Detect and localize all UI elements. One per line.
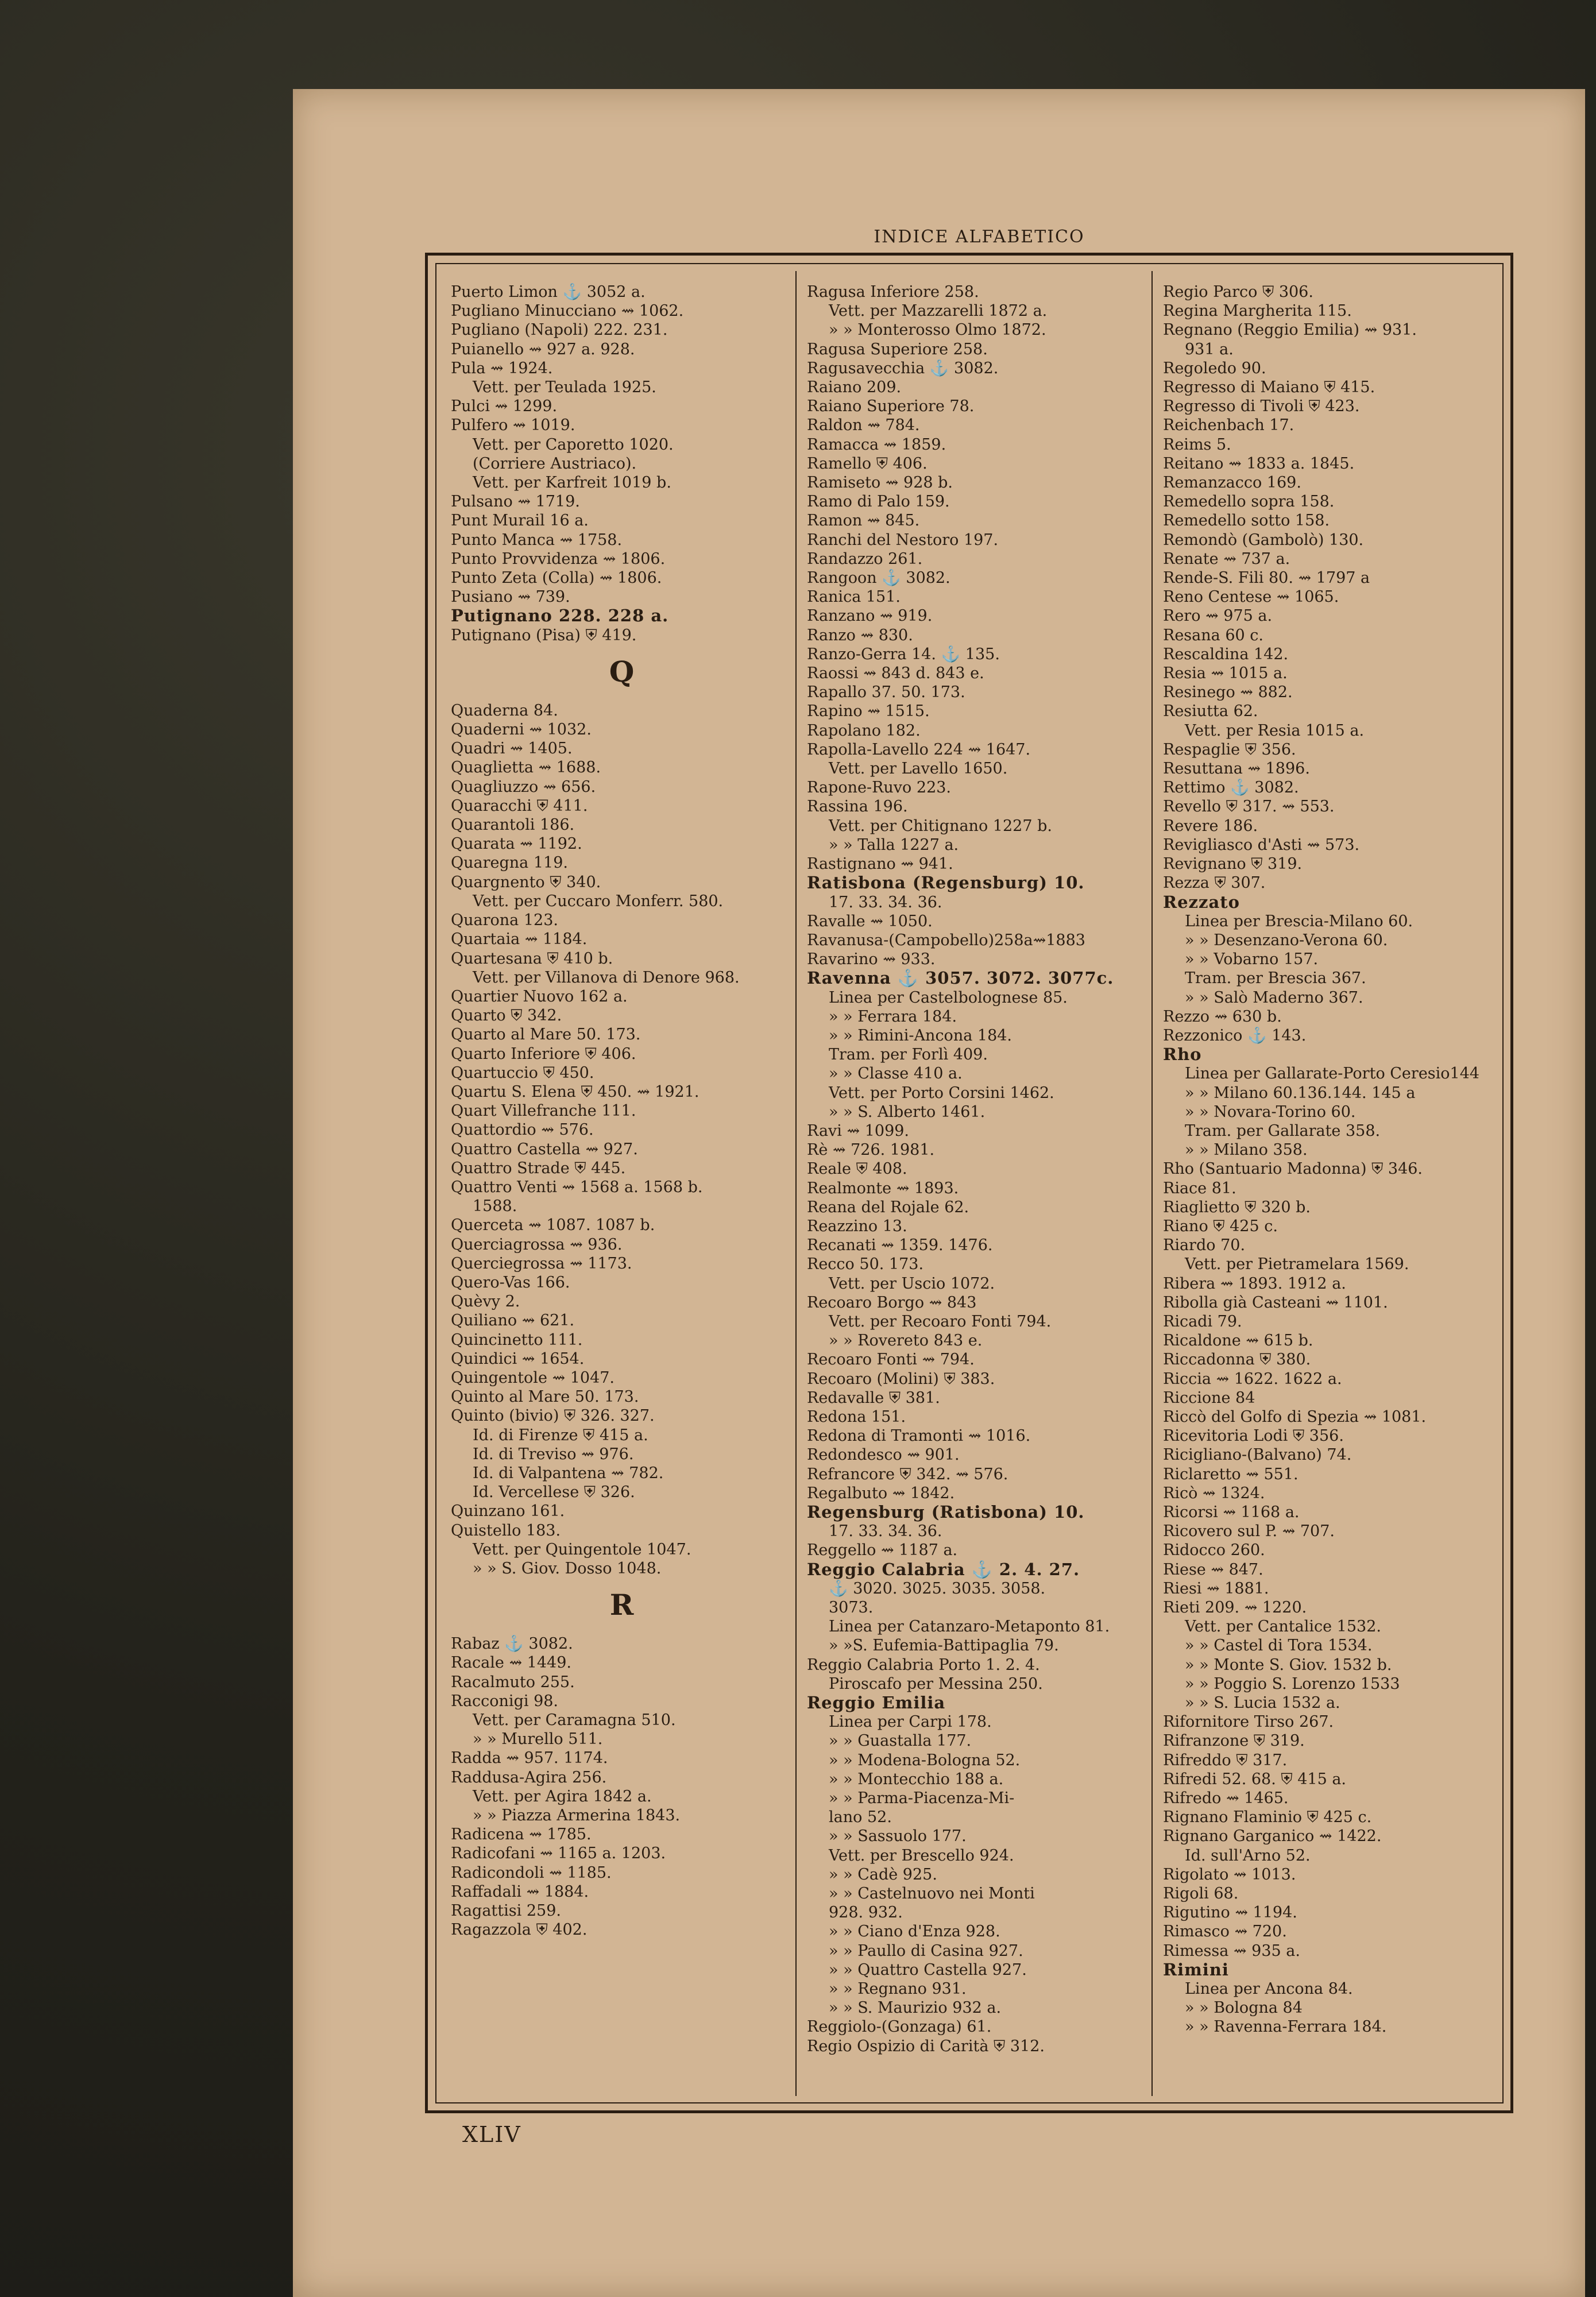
index-entry: Ranchi del Nestoro 197. <box>807 531 999 549</box>
index-entry: Rapolano 182. <box>807 721 921 740</box>
index-entry: Vett. per Caramagna 510. <box>473 1711 676 1730</box>
index-entry: Ricò ⇝ 1324. <box>1163 1484 1265 1502</box>
index-entry: Regio Ospizio di Carità ⛨ 312. <box>807 2037 1045 2055</box>
index-entry: 1588. <box>473 1197 517 1216</box>
index-entry: Quaderni ⇝ 1032. <box>451 721 592 739</box>
index-entry: Vett. per Agira 1842 a. <box>473 1787 652 1805</box>
index-entry: Reggio Emilia <box>807 1693 946 1713</box>
index-entry: » » Poggio S. Lorenzo 1533 <box>1185 1675 1400 1693</box>
index-entry: 931 a. <box>1185 340 1234 358</box>
index-entry: Radicena ⇝ 1785. <box>451 1826 592 1844</box>
index-entry: Tram. per Gallarate 358. <box>1185 1122 1381 1140</box>
index-entry: Rimasco ⇝ 720. <box>1163 1923 1287 1941</box>
index-entry: Ratisbona (Regensburg) 10. <box>807 873 1085 893</box>
index-entry: Rapino ⇝ 1515. <box>807 702 930 721</box>
index-entry: Riccione 84 <box>1163 1389 1255 1407</box>
index-entry: Ragusavecchia ⚓ 3082. <box>807 359 999 377</box>
index-entry: Quartuccio ⛨ 450. <box>451 1064 594 1082</box>
index-entry: Linea per Gallarate-Porto Ceresio144 <box>1185 1065 1480 1083</box>
index-entry: Id. di Valpantena ⇝ 782. <box>473 1464 664 1482</box>
column-1-q-entries <box>451 701 793 1578</box>
index-entry: Rifranzone ⛨ 319. <box>1163 1732 1305 1750</box>
column-separator <box>1151 271 1153 2096</box>
index-entry: Quarona 123. <box>451 911 558 930</box>
index-entry: Rero ⇝ 975 a. <box>1163 607 1273 625</box>
index-entry: Quaracchi ⛨ 411. <box>451 796 588 815</box>
column-1-p-entries <box>451 283 793 645</box>
index-entry: Ravi ⇝ 1099. <box>807 1122 910 1140</box>
page-number: XLIV <box>462 2122 521 2147</box>
index-entry: Ribolla già Casteani ⇝ 1101. <box>1163 1293 1388 1312</box>
index-entry: Quadri ⇝ 1405. <box>451 740 573 758</box>
index-entry: Riesi ⇝ 1881. <box>1163 1579 1269 1598</box>
index-entry: » » Bologna 84 <box>1185 1999 1303 2017</box>
index-entry: Vett. per Resia 1015 a. <box>1185 721 1365 740</box>
index-entry: Ranica 151. <box>807 588 901 606</box>
index-entry: Vett. per Karfreit 1019 b. <box>473 474 671 492</box>
index-entry: Regresso di Maiano ⛨ 415. <box>1163 378 1375 397</box>
index-entry: Riaglietto ⛨ 320 b. <box>1163 1198 1311 1216</box>
index-entry: Ravarino ⇝ 933. <box>807 950 936 969</box>
index-entry: Puerto Limon ⚓ 3052 a. <box>451 283 646 301</box>
index-entry: Ranzo ⇝ 830. <box>807 626 913 644</box>
index-entry: Racconigi 98. <box>451 1692 559 1710</box>
index-entry: Quaregna 119. <box>451 854 568 872</box>
index-entry: Linea per Carpi 178. <box>829 1713 992 1731</box>
index-entry: » » Piazza Armerina 1843. <box>473 1807 681 1825</box>
index-entry: Ragattisi 259. <box>451 1902 561 1920</box>
index-entry: Rende-S. Fili 80. ⇝ 1797 a <box>1163 569 1370 587</box>
index-entry: Quincinetto 111. <box>451 1331 583 1349</box>
index-entry: Quart Villefranche 111. <box>451 1102 636 1120</box>
index-entry: Remedello sopra 158. <box>1163 493 1335 511</box>
column-3 <box>1163 283 1508 2097</box>
index-entry: Quarata ⇝ 1192. <box>451 835 582 853</box>
index-entry: Remondò (Gambolò) 130. <box>1163 531 1364 549</box>
index-entry: Quartu S. Elena ⛨ 450. ⇝ 1921. <box>451 1082 700 1101</box>
index-entry: Riccò del Golfo di Spezia ⇝ 1081. <box>1163 1407 1427 1426</box>
index-entry: » » Quattro Castella 927. <box>829 1960 1027 1979</box>
index-entry: Quinto (bivio) ⛨ 326. 327. <box>451 1407 655 1425</box>
index-entry: Remedello sotto 158. <box>1163 512 1330 530</box>
index-entry: Rifredi 52. 68. ⛨ 415 a. <box>1163 1770 1347 1788</box>
index-entry: Putignano 228. 228 a. <box>451 606 669 626</box>
index-entry: Resinego ⇝ 882. <box>1163 683 1293 702</box>
index-entry: Reggello ⇝ 1187 a. <box>807 1541 958 1560</box>
index-entry: Rapone-Ruvo 223. <box>807 779 952 797</box>
index-entry: Quaglietta ⇝ 1688. <box>451 759 601 777</box>
index-entry: Respaglie ⛨ 356. <box>1163 740 1296 759</box>
index-entry: Vett. per Quingentole 1047. <box>473 1540 691 1559</box>
index-entry: Rifreddo ⛨ 317. <box>1163 1751 1288 1769</box>
index-entry: Ragazzola ⛨ 402. <box>451 1921 588 1939</box>
index-entry: Radicondoli ⇝ 1185. <box>451 1863 612 1882</box>
index-entry: Vett. per Recoaro Fonti 794. <box>829 1312 1052 1331</box>
index-entry: Rigolato ⇝ 1013. <box>1163 1865 1296 1884</box>
index-entry: » » Classe 410 a. <box>829 1065 963 1083</box>
index-entry: Pulci ⇝ 1299. <box>451 397 558 416</box>
index-entry: Rescaldina 142. <box>1163 645 1289 663</box>
index-entry: Rezzonico ⚓ 143. <box>1163 1026 1307 1045</box>
index-entry: Reggio Calabria Porto 1. 2. 4. <box>807 1656 1040 1674</box>
index-entry: Linea per Castelbolognese 85. <box>829 988 1068 1007</box>
index-entry: » » Ravenna-Ferrara 184. <box>1185 2018 1387 2036</box>
index-entry: Vett. per Pietramelara 1569. <box>1185 1255 1409 1274</box>
index-entry: Vett. per Porto Corsini 1462. <box>829 1084 1054 1102</box>
index-entry: Revello ⛨ 317. ⇝ 553. <box>1163 798 1335 816</box>
index-entry: » » Montecchio 188 a. <box>829 1770 1004 1788</box>
index-entry: Querceta ⇝ 1087. 1087 b. <box>451 1216 655 1235</box>
index-entry: Riccadonna ⛨ 380. <box>1163 1351 1311 1369</box>
index-entry: Reichenbach 17. <box>1163 416 1294 435</box>
index-entry: Ramiseto ⇝ 928 b. <box>807 474 953 492</box>
index-entry: Rassina 196. <box>807 798 908 816</box>
index-entry: Vett. per Mazzarelli 1872 a. <box>829 302 1048 320</box>
index-entry: Pugliano Minucciano ⇝ 1062. <box>451 302 684 320</box>
index-entry: Vett. per Chitignano 1227 b. <box>829 817 1052 835</box>
column-2 <box>807 283 1149 2097</box>
index-entry: Recanati ⇝ 1359. 1476. <box>807 1236 993 1255</box>
index-entry: Reitano ⇝ 1833 a. 1845. <box>1163 454 1355 473</box>
index-entry: Riano ⛨ 425 c. <box>1163 1217 1278 1235</box>
index-entry: Rettimo ⚓ 3082. <box>1163 779 1299 797</box>
index-entry: Vett. per Brescello 924. <box>829 1846 1014 1865</box>
section-letter-q: Q <box>609 654 635 689</box>
index-entry: Querciagrossa ⇝ 936. <box>451 1235 623 1254</box>
index-entry: Vett. per Teulada 1925. <box>473 378 656 397</box>
index-entry: Putignano (Pisa) ⛨ 419. <box>451 626 637 644</box>
index-entry: 928. 932. <box>829 1904 903 1922</box>
index-entry: » »S. Eufemia-Battipaglia 79. <box>829 1637 1059 1655</box>
index-entry: Recoaro (Molini) ⛨ 383. <box>807 1370 995 1388</box>
index-entry: Quingentole ⇝ 1047. <box>451 1368 615 1387</box>
index-entry: Radicofani ⇝ 1165 a. 1203. <box>451 1844 666 1863</box>
index-entry: (Corriere Austriaco). <box>473 454 637 473</box>
index-entry: Ricovero sul P. ⇝ 707. <box>1163 1522 1335 1541</box>
index-entry: » » Modena-Bologna 52. <box>829 1751 1021 1769</box>
index-entry: Vett. per Cantalice 1532. <box>1185 1618 1381 1636</box>
index-entry: Reazzino 13. <box>807 1217 907 1235</box>
index-entry: Punt Murail 16 a. <box>451 512 589 530</box>
index-entry: Refrancore ⛨ 342. ⇝ 576. <box>807 1465 1008 1483</box>
index-entry: » » Vobarno 157. <box>1185 950 1319 969</box>
index-entry: Riardo 70. <box>1163 1236 1246 1255</box>
index-entry: Resana 60 c. <box>1163 626 1263 644</box>
index-entry: Rho <box>1163 1045 1202 1065</box>
index-entry: Reggio Calabria ⚓ 2. 4. 27. <box>807 1559 1080 1579</box>
index-entry: » » S. Giov. Dosso 1048. <box>473 1560 662 1577</box>
index-entry: » » S. Lucia 1532 a. <box>1185 1694 1340 1712</box>
index-entry: Ricadi 79. <box>1163 1312 1242 1331</box>
index-entry: Quattro Venti ⇝ 1568 a. 1568 b. <box>451 1178 703 1196</box>
index-entry: » » Rovereto 843 e. <box>829 1332 983 1350</box>
index-entry: » » S. Maurizio 932 a. <box>829 1999 1002 2017</box>
index-entry: Regnano (Reggio Emilia) ⇝ 931. <box>1163 321 1417 339</box>
index-entry: » » Rimini-Ancona 184. <box>829 1026 1013 1045</box>
index-entry: Ravenna ⚓ 3057. 3072. 3077c. <box>807 968 1114 988</box>
index-entry: Quero-Vas 166. <box>451 1273 570 1291</box>
index-entry: Pulfero ⇝ 1019. <box>451 416 575 435</box>
index-entry: ⚓ 3020. 3025. 3035. 3058. <box>829 1579 1046 1598</box>
index-entry: Redondesco ⇝ 901. <box>807 1446 960 1464</box>
index-entry: Regina Margherita 115. <box>1163 302 1352 320</box>
index-entry: Rho (Santuario Madonna) ⛨ 346. <box>1163 1160 1423 1178</box>
index-entry: Reale ⛨ 408. <box>807 1160 907 1178</box>
index-entry: Punto Manca ⇝ 1758. <box>451 531 623 549</box>
index-entry: Raossi ⇝ 843 d. 843 e. <box>807 664 984 683</box>
index-entry: Radda ⇝ 957. 1174. <box>451 1749 608 1768</box>
index-entry: Quarto Inferiore ⛨ 406. <box>451 1045 636 1063</box>
index-entry: Ramello ⛨ 406. <box>807 454 928 473</box>
index-entry: Ricigliano-(Balvano) 74. <box>1163 1446 1352 1464</box>
index-entry: Resuttana ⇝ 1896. <box>1163 760 1310 778</box>
column-1-r-entries <box>451 1634 793 1939</box>
index-entry: » » Ferrara 184. <box>829 1007 957 1026</box>
index-entry: Racale ⇝ 1449. <box>451 1654 571 1672</box>
index-entry: Ravanusa-(Campobello)258a⇝1883 <box>807 931 1085 949</box>
index-entry: Resiutta 62. <box>1163 702 1258 721</box>
index-entry: Rieti 209. ⇝ 1220. <box>1163 1599 1307 1617</box>
index-entry: Quèvy 2. <box>451 1293 520 1311</box>
index-entry: » » Guastalla 177. <box>829 1732 972 1750</box>
index-entry: » » S. Alberto 1461. <box>829 1103 986 1121</box>
index-entry: Linea per Catanzaro-Metaponto 81. <box>829 1618 1110 1636</box>
index-entry: Remanzacco 169. <box>1163 474 1301 492</box>
index-entry: Pula ⇝ 1924. <box>451 359 553 377</box>
index-entry: Raiano 209. <box>807 378 902 397</box>
index-entry: Id. sull'Arno 52. <box>1185 1846 1311 1865</box>
index-entry: Punto Provvidenza ⇝ 1806. <box>451 550 666 568</box>
index-entry: Reims 5. <box>1163 435 1231 454</box>
index-entry: Ricorsi ⇝ 1168 a. <box>1163 1503 1300 1521</box>
index-entry: Rè ⇝ 726. 1981. <box>807 1141 935 1159</box>
index-entry: Ranzo-Gerra 14. ⚓ 135. <box>807 645 1000 663</box>
index-entry: » » Monte S. Giov. 1532 b. <box>1185 1656 1392 1674</box>
index-entry: Rifornitore Tirso 267. <box>1163 1713 1334 1731</box>
index-entry: » » Regnano 931. <box>829 1980 967 1998</box>
index-entry: Quarto al Mare 50. 173. <box>451 1026 641 1044</box>
index-entry: Ricevitoria Lodi ⛨ 356. <box>1163 1427 1344 1445</box>
index-entry: Redona 151. <box>807 1407 906 1426</box>
index-entry: Racalmuto 255. <box>451 1673 575 1691</box>
index-entry: Realmonte ⇝ 1893. <box>807 1179 959 1197</box>
index-entry: Id. di Firenze ⛨ 415 a. <box>473 1426 648 1444</box>
index-entry: Quistello 183. <box>451 1521 561 1540</box>
index-entry: » » Ciano d'Enza 928. <box>829 1923 1000 1941</box>
index-entry: Quartier Nuovo 162 a. <box>451 987 628 1006</box>
index-entry: Quargnento ⛨ 340. <box>451 873 601 891</box>
index-entry: Ranzano ⇝ 919. <box>807 607 933 625</box>
index-entry: Vett. per Lavello 1650. <box>829 760 1008 778</box>
index-entry: Rimessa ⇝ 935 a. <box>1163 1942 1300 1960</box>
index-entry: Linea per Brescia-Milano 60. <box>1185 912 1413 930</box>
index-entry: Ridocco 260. <box>1163 1541 1265 1560</box>
index-entry: Rignano Flaminio ⛨ 425 c. <box>1163 1808 1372 1827</box>
index-entry: » » Sassuolo 177. <box>829 1827 967 1846</box>
index-entry: Ribera ⇝ 1893. 1912 a. <box>1163 1274 1346 1293</box>
index-entry: Rezzato <box>1163 892 1241 912</box>
index-entry: Quattro Castella ⇝ 927. <box>451 1140 638 1158</box>
index-entry: » » Talla 1227 a. <box>829 836 959 854</box>
index-entry: Quinzano 161. <box>451 1502 565 1521</box>
index-entry: Redavalle ⛨ 381. <box>807 1389 940 1407</box>
index-entry: » » Murello 511. <box>473 1730 603 1749</box>
index-entry: Quattordio ⇝ 576. <box>451 1121 594 1139</box>
index-entry: Quiliano ⇝ 621. <box>451 1312 575 1330</box>
index-entry: » » Castel di Tora 1534. <box>1185 1637 1373 1655</box>
index-entry: » » Milano 60.136.144. 145 a <box>1185 1084 1416 1102</box>
index-entry: Resia ⇝ 1015 a. <box>1163 664 1288 683</box>
index-entry: » » Milano 358. <box>1185 1141 1308 1159</box>
index-entry: Ramacca ⇝ 1859. <box>807 435 946 454</box>
index-entry: Reno Centese ⇝ 1065. <box>1163 588 1339 606</box>
index-entry: 3073. <box>829 1599 874 1617</box>
index-entry: Id. Vercellese ⛨ 326. <box>473 1483 635 1502</box>
page-header: INDICE ALFABETICO <box>874 227 1085 247</box>
index-entry: Regensburg (Ratisbona) 10. <box>807 1502 1085 1522</box>
index-entry: Vett. per Villanova di Denore 968. <box>473 968 740 987</box>
index-entry: Recco 50. 173. <box>807 1255 924 1274</box>
index-entry: Vett. per Cuccaro Monferr. 580. <box>473 892 724 910</box>
index-entry: 17. 33. 34. 36. <box>829 1522 942 1541</box>
index-entry: Quartaia ⇝ 1184. <box>451 930 588 949</box>
index-entry: » » Cadè 925. <box>829 1865 937 1884</box>
index-entry: Rigutino ⇝ 1194. <box>1163 1904 1297 1922</box>
index-entry: Rastignano ⇝ 941. <box>807 855 953 873</box>
index-entry: Revignano ⛨ 319. <box>1163 855 1303 873</box>
index-entry: Rapolla-Lavello 224 ⇝ 1647. <box>807 740 1031 759</box>
index-entry: Rapallo 37. 50. 173. <box>807 683 965 702</box>
index-entry: Querciegrossa ⇝ 1173. <box>451 1254 632 1273</box>
index-entry: Piroscafo per Messina 250. <box>829 1675 1043 1693</box>
index-entry: Tram. per Forlì 409. <box>829 1046 988 1064</box>
index-entry: Recoaro Fonti ⇝ 794. <box>807 1351 975 1369</box>
index-entry: Raddusa-Agira 256. <box>451 1768 607 1786</box>
index-entry: Ragusa Superiore 258. <box>807 340 988 358</box>
index-entry: Riace 81. <box>1163 1179 1236 1197</box>
index-entry: Ramo di Palo 159. <box>807 493 950 511</box>
index-entry: Riese ⇝ 847. <box>1163 1560 1263 1579</box>
index-entry: Riccia ⇝ 1622. 1622 a. <box>1163 1370 1342 1388</box>
index-entry: Ragusa Inferiore 258. <box>807 283 979 301</box>
index-entry: Revigliasco d'Asti ⇝ 573. <box>1163 836 1360 854</box>
index-entry: Raffadali ⇝ 1884. <box>451 1882 589 1901</box>
index-entry: Puianello ⇝ 927 a. 928. <box>451 340 635 358</box>
index-entry: Regalbuto ⇝ 1842. <box>807 1484 955 1502</box>
index-entry: Quarto ⛨ 342. <box>451 1007 562 1025</box>
index-entry: Recoaro Borgo ⇝ 843 <box>807 1293 977 1312</box>
index-entry: Rezza ⛨ 307. <box>1163 874 1266 892</box>
index-entry: Regoledo 90. <box>1163 359 1266 377</box>
index-entry: Ramon ⇝ 845. <box>807 512 920 530</box>
index-entry: Quartesana ⛨ 410 b. <box>451 949 613 968</box>
index-entry: lano 52. <box>829 1808 892 1827</box>
index-entry: Vett. per Uscio 1072. <box>829 1274 995 1293</box>
index-entry: » » Paullo di Casina 927. <box>829 1942 1023 1960</box>
section-letter-r: R <box>609 1588 634 1622</box>
index-entry: Raldon ⇝ 784. <box>807 416 920 435</box>
index-entry: » » Castelnuovo nei Monti <box>829 1885 1035 1903</box>
column-separator <box>795 271 797 2096</box>
index-entry: Quattro Strade ⛨ 445. <box>451 1159 626 1177</box>
index-entry: Reana del Rojale 62. <box>807 1198 969 1216</box>
index-entry: » » Parma-Piacenza-Mi- <box>829 1789 1015 1808</box>
index-entry: Riclaretto ⇝ 551. <box>1163 1465 1299 1483</box>
column-1 <box>451 283 793 2097</box>
index-entry: Ravalle ⇝ 1050. <box>807 912 933 930</box>
index-entry: Tram. per Brescia 367. <box>1185 969 1366 988</box>
index-entry: Punto Zeta (Colla) ⇝ 1806. <box>451 569 662 587</box>
index-entry: Rignano Garganico ⇝ 1422. <box>1163 1827 1382 1846</box>
index-entry: Pusiano ⇝ 739. <box>451 588 570 606</box>
index-entry: Redona di Tramonti ⇝ 1016. <box>807 1427 1031 1445</box>
index-entry: Linea per Ancona 84. <box>1185 1980 1353 1998</box>
index-entry: Quinto al Mare 50. 173. <box>451 1388 639 1406</box>
index-entry: Rangoon ⚓ 3082. <box>807 569 950 587</box>
index-entry: Quaderna 84. <box>451 701 558 720</box>
index-entry: » » Novara-Torino 60. <box>1185 1103 1356 1121</box>
index-entry: Rimini <box>1163 1959 1229 1979</box>
index-entry: Reggiolo-(Gonzaga) 61. <box>807 2018 992 2036</box>
index-entry: Vett. per Caporetto 1020. <box>473 435 674 454</box>
index-entry: » » Salò Maderno 367. <box>1185 988 1363 1007</box>
index-entry: Renate ⇝ 737 a. <box>1163 550 1290 568</box>
index-entry: » » Monterosso Olmo 1872. <box>829 321 1046 339</box>
index-entry: 17. 33. 34. 36. <box>829 893 942 911</box>
index-entry: Randazzo 261. <box>807 550 923 568</box>
index-entry: Regresso di Tivoli ⛨ 423. <box>1163 397 1360 416</box>
index-entry: Quagliuzzo ⇝ 656. <box>451 778 596 796</box>
index-entry: Quindici ⇝ 1654. <box>451 1349 585 1368</box>
index-entry: Raiano Superiore 78. <box>807 397 975 416</box>
index-entry: Rifredo ⇝ 1465. <box>1163 1789 1289 1808</box>
index-entry: » » Desenzano-Verona 60. <box>1185 931 1388 949</box>
index-entry: Quarantoli 186. <box>451 816 575 834</box>
index-entry: Ricaldone ⇝ 615 b. <box>1163 1332 1313 1350</box>
index-entry: Rezzo ⇝ 630 b. <box>1163 1007 1282 1026</box>
index-entry: Rabaz ⚓ 3082. <box>451 1635 573 1653</box>
index-entry: Id. di Treviso ⇝ 976. <box>473 1445 634 1463</box>
index-entry: Pulsano ⇝ 1719. <box>451 493 580 511</box>
index-entry: Revere 186. <box>1163 817 1258 835</box>
index-entry: Rigoli 68. <box>1163 1885 1239 1903</box>
index-entry: Pugliano (Napoli) 222. 231. <box>451 321 668 339</box>
index-entry: Regio Parco ⛨ 306. <box>1163 283 1313 301</box>
